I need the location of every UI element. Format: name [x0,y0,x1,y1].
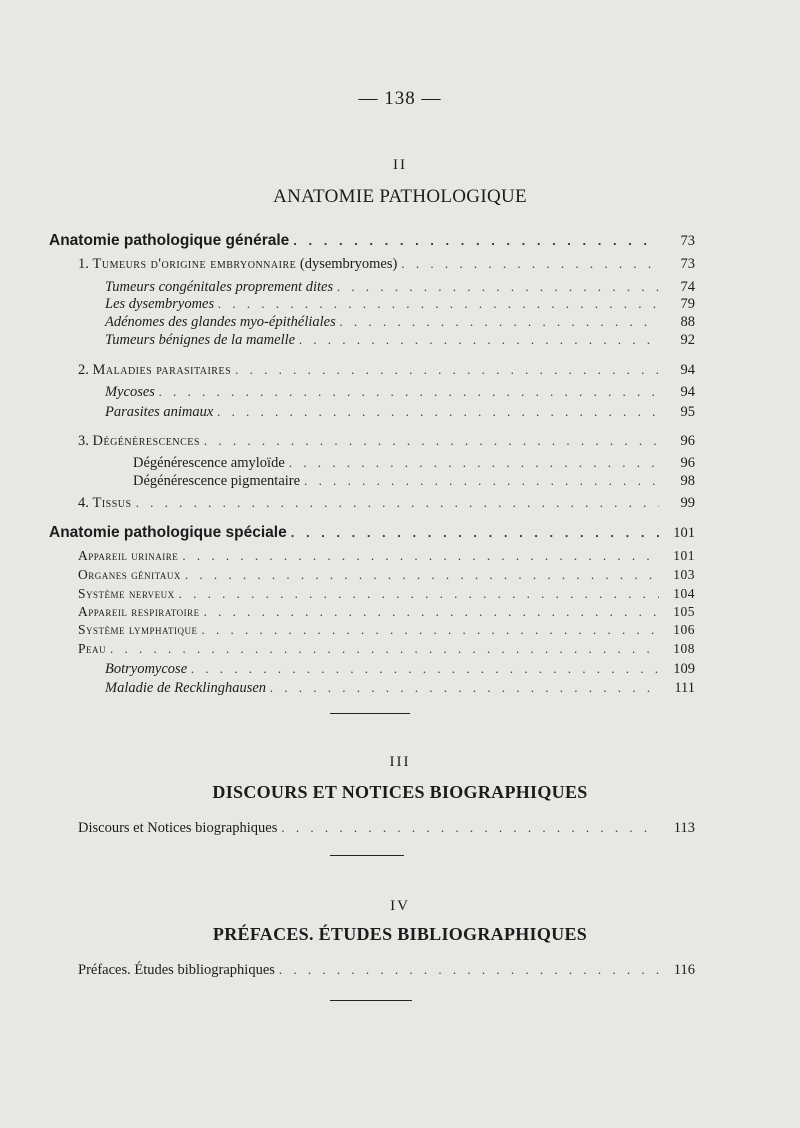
entry-label: Dégénérescence amyloïde [133,455,285,471]
entry-number: 3. [78,433,89,449]
entry-page: 103 [673,567,695,582]
toc-entry [78,495,695,512]
entry-label: Appareil urinaire [78,548,179,563]
entry-page: 101 [673,525,695,541]
toc-entry [105,279,695,296]
toc-entry [78,604,695,620]
entry-label: Mycoses [105,384,155,400]
entry-label-extra: (dysembryomes) [299,256,398,272]
entry-label: Tumeurs bénignes de la mamelle [105,332,296,348]
dot-leader [291,525,659,540]
toc-entry [78,586,695,602]
entry-page: 98 [680,473,695,489]
entry-label: Anatomie pathologique générale [49,232,290,249]
entry-page: 113 [673,820,695,836]
entry-page: 96 [680,455,695,471]
entry-page: 94 [680,384,695,400]
entry-label [78,256,401,273]
entry-label: Parasites animaux [105,404,214,420]
dot-leader [279,962,659,978]
entry-label: Adénomes des glandes myo-épithéliales [105,314,336,330]
section-title: PRÉFACES. ÉTUDES BIBLIOGRAPHIQUES [212,924,588,944]
toc-entry [133,455,695,472]
entry-page: 116 [673,962,695,978]
toc-entry [105,404,695,421]
entry-label: Tumeurs congénitales proprement dites [105,279,334,295]
entry-page: 95 [680,404,695,420]
dot-leader [299,332,659,348]
entry-label: Dégénérescence pigmentaire [133,473,301,489]
dot-leader [217,404,659,420]
dot-leader [235,362,659,378]
section-divider [330,713,410,714]
dot-leader [337,279,659,295]
entry-label: Discours et Notices biographiques [78,820,278,836]
section-numeral: IV [390,898,410,914]
dot-leader [270,680,659,696]
entry-page: 101 [673,548,695,563]
entry-label-main: Maladies parasitaires [92,362,232,378]
dot-leader [281,820,659,836]
entry-label: Système nerveux [78,586,175,601]
entry-label: Appareil respiratoire [78,604,200,619]
dot-leader [110,641,659,657]
entry-label [78,362,235,379]
section-title: DISCOURS ET NOTICES BIOGRAPHIQUES [212,782,588,802]
section-divider [330,1000,412,1001]
toc-entry [78,256,695,273]
dot-leader [204,433,659,449]
toc-entry [78,962,695,979]
toc-entry [105,332,695,349]
entry-page: 74 [680,279,695,295]
entry-label: Système lymphatique [78,622,198,637]
toc-entry [78,433,695,450]
dot-leader [179,586,659,602]
section-divider [330,855,404,856]
entry-page: 94 [680,362,695,378]
entry-page: 92 [680,332,695,348]
toc-entry [105,661,695,678]
entry-label [78,433,204,450]
entry-label [78,495,136,512]
toc-entry [105,384,695,401]
toc-entry [78,820,695,837]
entry-page: 108 [673,641,695,656]
page-number: — 138 — [358,88,442,109]
entry-page: 79 [680,296,695,312]
toc-entry [49,232,695,250]
entry-page: 105 [673,604,695,619]
dot-leader [201,622,659,638]
entry-page: 106 [673,622,695,637]
entry-page: 73 [680,256,695,272]
entry-label: Préfaces. Études bibliographiques [78,962,275,978]
entry-number: 4. [78,495,89,511]
entry-page: 99 [680,495,695,511]
dot-leader [182,548,659,564]
toc-entry [78,548,695,564]
entry-label: Peau [78,641,107,656]
section-title: ANATOMIE PATHOLOGIQUE [273,186,527,207]
entry-page: 88 [680,314,695,330]
entry-number: 1. [78,256,89,272]
entry-label: Botryomycose [105,661,188,677]
entry-number: 2. [78,362,89,378]
entry-label-main: Tumeurs d'origine embryonnaire [92,256,297,272]
dot-leader [304,473,659,489]
entry-page: 96 [680,433,695,449]
dot-leader [185,567,659,583]
toc-entry [105,680,695,697]
toc-entry [78,362,695,379]
entry-label: Maladie de Recklinghausen [105,680,267,696]
entry-label-main: Dégénérescences [92,433,200,449]
dot-leader [159,384,659,400]
dot-leader [136,495,659,511]
entry-page: 109 [673,661,695,677]
toc-entry [49,524,695,542]
dot-leader [293,233,659,248]
section-numeral: II [393,157,407,173]
entry-label: Organes génitaux [78,567,181,582]
toc-entry [78,641,695,657]
section-numeral: III [389,754,411,770]
entry-label: Anatomie pathologique spéciale [49,524,287,541]
toc-entry [133,473,695,490]
toc-entry [105,314,695,331]
dot-leader [191,661,659,677]
toc-entry [105,296,695,313]
toc-entry [78,622,695,638]
dot-leader [401,256,659,272]
dot-leader [340,314,659,330]
dot-leader [204,604,659,620]
dot-leader [289,455,659,471]
entry-page: 104 [673,586,695,601]
entry-page: 73 [680,233,695,249]
entry-label-main: Tissus [92,495,132,511]
entry-label: Les dysembryomes [105,296,215,312]
entry-page: 111 [674,680,695,696]
dot-leader [218,296,659,312]
toc-entry [78,567,695,583]
